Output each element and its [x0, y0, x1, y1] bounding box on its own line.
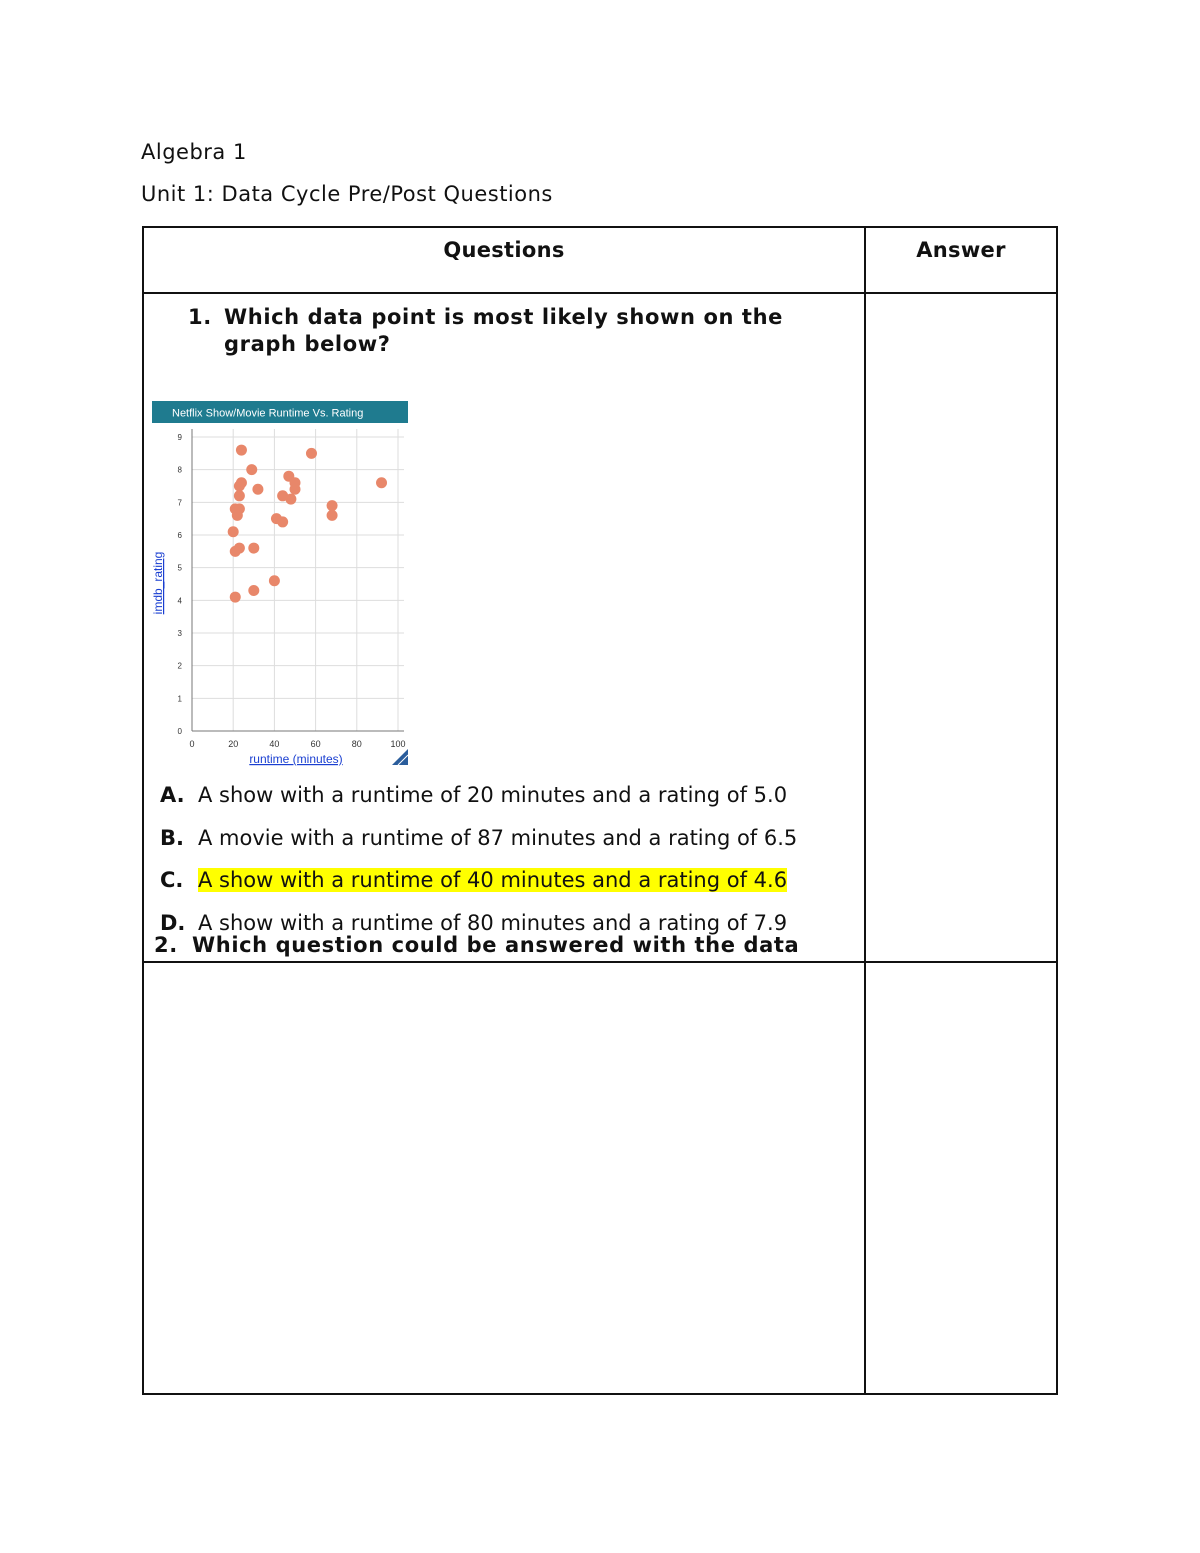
question-1-number: 1.: [188, 305, 212, 329]
data-point[interactable]: [246, 464, 257, 475]
question-2-cell: [143, 933, 865, 1394]
data-point[interactable]: [327, 500, 338, 511]
option-text: A show with a runtime of 40 minutes and a rating of 4.6: [198, 868, 788, 892]
questions-table: [142, 226, 1058, 1395]
y-tick-label: 2: [177, 661, 182, 671]
option-b[interactable]: [160, 823, 860, 866]
x-tick-labels: [189, 739, 405, 749]
x-tick-label: 80: [351, 739, 362, 749]
data-point[interactable]: [306, 448, 317, 459]
data-point[interactable]: [248, 543, 259, 554]
question-2-number: 2.: [154, 933, 178, 957]
data-point[interactable]: [327, 510, 338, 521]
data-point[interactable]: [277, 516, 288, 527]
data-point[interactable]: [285, 494, 296, 505]
question-2: [154, 933, 799, 957]
answer-2-cell[interactable]: [865, 962, 1057, 1394]
data-point[interactable]: [234, 481, 245, 492]
y-tick-label: 6: [177, 531, 182, 540]
option-text: A show with a runtime of 20 minutes and a rating of 5.0: [198, 783, 788, 807]
questions-column-header: Questions: [143, 227, 865, 293]
option-letter: B.: [160, 825, 184, 850]
data-point[interactable]: [234, 490, 245, 501]
data-point[interactable]: [269, 575, 280, 586]
question-2-text: Which question could be answered with the data: [192, 933, 800, 957]
y-tick-label: 1: [177, 694, 182, 704]
y-tick-label: 0: [177, 727, 182, 736]
question-1-text: Which data point is most likely shown on the graph below?: [224, 305, 783, 356]
x-axis-label[interactable]: runtime (minutes): [249, 752, 343, 766]
x-tick-label: 100: [390, 739, 406, 749]
x-tick-label: 60: [310, 739, 321, 749]
data-point[interactable]: [290, 484, 301, 495]
data-point[interactable]: [230, 592, 241, 603]
y-tick-label: 4: [177, 596, 182, 606]
y-tick-label: 3: [177, 629, 182, 638]
y-tick-labels: [178, 433, 183, 736]
x-tick-label: 20: [228, 739, 239, 749]
option-c[interactable]: [160, 865, 860, 908]
option-letter: A.: [160, 783, 185, 807]
y-tick-label: 8: [177, 465, 182, 475]
option-a[interactable]: [160, 780, 860, 823]
data-point[interactable]: [248, 585, 259, 596]
answer-1-cell[interactable]: [865, 293, 1057, 962]
course-title: Algebra 1: [141, 140, 247, 164]
question-1: [188, 304, 858, 358]
data-point[interactable]: [236, 445, 247, 456]
y-tick-label: 7: [177, 498, 182, 508]
option-letter: C.: [160, 868, 184, 892]
y-axis-label[interactable]: imdb_rating: [151, 551, 165, 615]
data-points: [228, 445, 387, 603]
resize-corner-icon[interactable]: [392, 749, 408, 765]
scatter-chart: [150, 399, 412, 769]
data-point[interactable]: [376, 477, 387, 488]
data-point[interactable]: [252, 484, 263, 495]
chart-title: Netflix Show/Movie Runtime Vs. Rating: [172, 407, 364, 420]
option-text: A movie with a runtime of 87 minutes and a rating of 6.5: [198, 825, 798, 850]
x-tick-label: 40: [269, 739, 280, 749]
data-point[interactable]: [228, 526, 239, 537]
chart-grid: [192, 429, 404, 731]
option-letter: D.: [160, 910, 186, 935]
option-text: A show with a runtime of 80 minutes and a rating of 7.9: [198, 910, 788, 935]
x-tick-label: 0: [189, 739, 195, 749]
answer-options: [160, 780, 860, 950]
answer-column-header: Answer: [865, 227, 1057, 293]
data-point[interactable]: [232, 510, 243, 521]
data-point[interactable]: [230, 546, 241, 557]
y-tick-label: 5: [177, 563, 182, 573]
y-tick-label: 9: [177, 433, 182, 442]
question-1-cell: [143, 293, 865, 962]
unit-title: Unit 1: Data Cycle Pre/Post Questions: [141, 182, 553, 206]
